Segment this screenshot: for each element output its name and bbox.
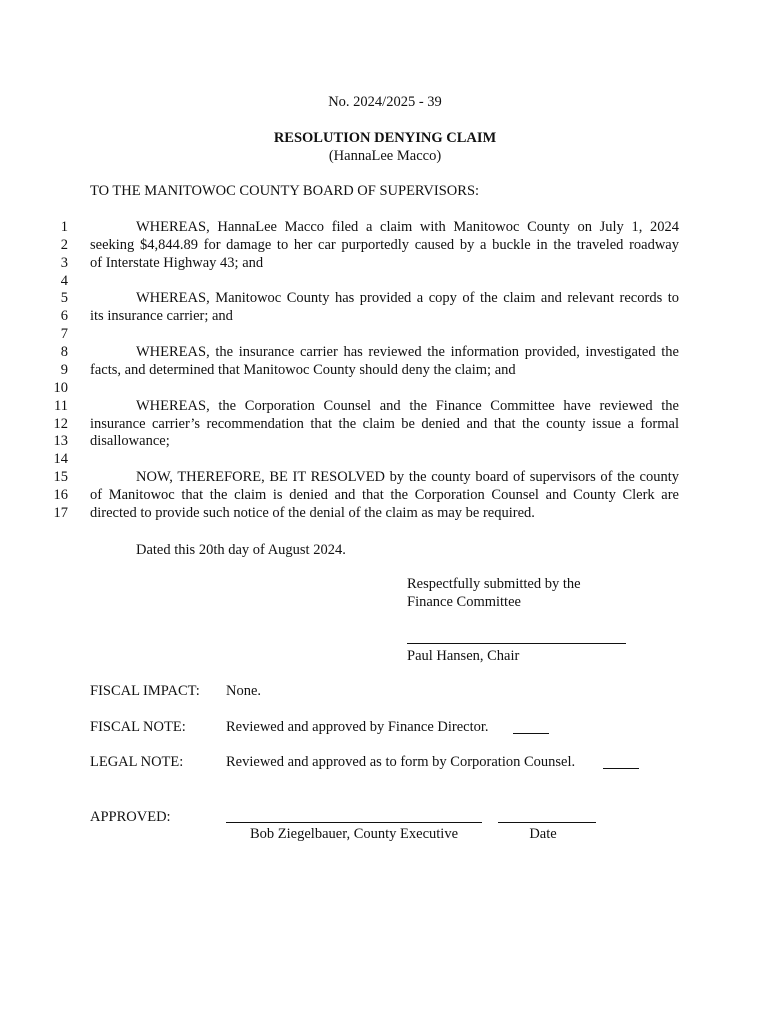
body-line: directed to provide such notice of the denial of the claim as may be required. bbox=[90, 505, 535, 521]
line-number: 10 bbox=[53, 380, 68, 396]
body-line: its insurance carrier; and bbox=[90, 308, 233, 324]
dated-line: Dated this 20th day of August 2024. bbox=[136, 542, 346, 558]
line-number: 13 bbox=[53, 433, 68, 449]
legal-note-value: Reviewed and approved as to form by Corporation Counsel. bbox=[226, 754, 576, 770]
line-number: 14 bbox=[53, 451, 68, 467]
line-number: 4 bbox=[60, 273, 68, 289]
line-number: 8 bbox=[60, 344, 68, 360]
body-line: insurance carrier’s recommendation that the claim be denied and that the county issue a formal bbox=[90, 416, 679, 432]
addressee: TO THE MANITOWOC COUNTY BOARD OF SUPERVISORS: bbox=[90, 183, 480, 199]
line-number: 9 bbox=[60, 362, 68, 378]
line-number: 1 bbox=[60, 219, 68, 235]
line-number: 2 bbox=[60, 237, 68, 253]
line-number: 16 bbox=[53, 487, 68, 503]
executive-signer-name: Bob Ziegelbauer, County Executive bbox=[250, 826, 458, 842]
body-line: WHEREAS, HannaLee Macco filed a claim with Manitowoc County on July 1, 2024 bbox=[136, 219, 679, 235]
body-line: WHEREAS, the insurance carrier has reviewed the information provided, investigated the bbox=[136, 344, 679, 360]
body-line: disallowance; bbox=[90, 433, 170, 449]
chair-signer-name: Paul Hansen, Chair bbox=[407, 648, 520, 664]
resolution-title: RESOLUTION DENYING CLAIM bbox=[273, 130, 497, 146]
line-number: 12 bbox=[53, 416, 68, 432]
line-number: 5 bbox=[60, 290, 68, 306]
submitted-by-line: Respectfully submitted by the bbox=[407, 576, 581, 592]
executive-signature-line bbox=[226, 822, 482, 823]
finance-director-initial-line bbox=[513, 733, 549, 734]
line-number: 3 bbox=[60, 255, 68, 271]
committee-name: Finance Committee bbox=[407, 594, 521, 610]
fiscal-impact-value: None. bbox=[226, 683, 262, 699]
body-line: WHEREAS, Manitowoc County has provided a copy of the claim and relevant records to bbox=[136, 290, 679, 306]
line-number: 7 bbox=[60, 326, 68, 342]
fiscal-note-label: FISCAL NOTE: bbox=[90, 719, 186, 735]
resolution-number: No. 2024/2025 - 39 bbox=[328, 94, 442, 110]
line-number: 17 bbox=[53, 505, 68, 521]
fiscal-impact-label: FISCAL IMPACT: bbox=[90, 683, 200, 699]
body-line: of Manitowoc that the claim is denied and that the Corporation Counsel and County Clerk are bbox=[90, 487, 679, 503]
line-number: 6 bbox=[60, 308, 68, 324]
approval-date-line bbox=[498, 822, 596, 823]
line-number: 11 bbox=[54, 398, 68, 414]
approved-label: APPROVED: bbox=[90, 809, 171, 825]
resolution-subtitle: (HannaLee Macco) bbox=[328, 148, 442, 164]
chair-signature-line bbox=[407, 643, 626, 644]
body-line: NOW, THEREFORE, BE IT RESOLVED by the county board of supervisors of the county bbox=[136, 469, 679, 485]
line-number: 15 bbox=[53, 469, 68, 485]
body-line: of Interstate Highway 43; and bbox=[90, 255, 264, 271]
body-line: seeking $4,844.89 for damage to her car purportedly caused by a buckle in the traveled roadway bbox=[90, 237, 679, 253]
body-line: facts, and determined that Manitowoc County should deny the claim; and bbox=[90, 362, 516, 378]
legal-note-label: LEGAL NOTE: bbox=[90, 754, 184, 770]
body-line: WHEREAS, the Corporation Counsel and the Finance Committee have reviewed the bbox=[136, 398, 679, 414]
date-label: Date bbox=[529, 826, 557, 842]
fiscal-note-value: Reviewed and approved by Finance Director. bbox=[226, 719, 489, 735]
corporation-counsel-initial-line bbox=[603, 768, 639, 769]
